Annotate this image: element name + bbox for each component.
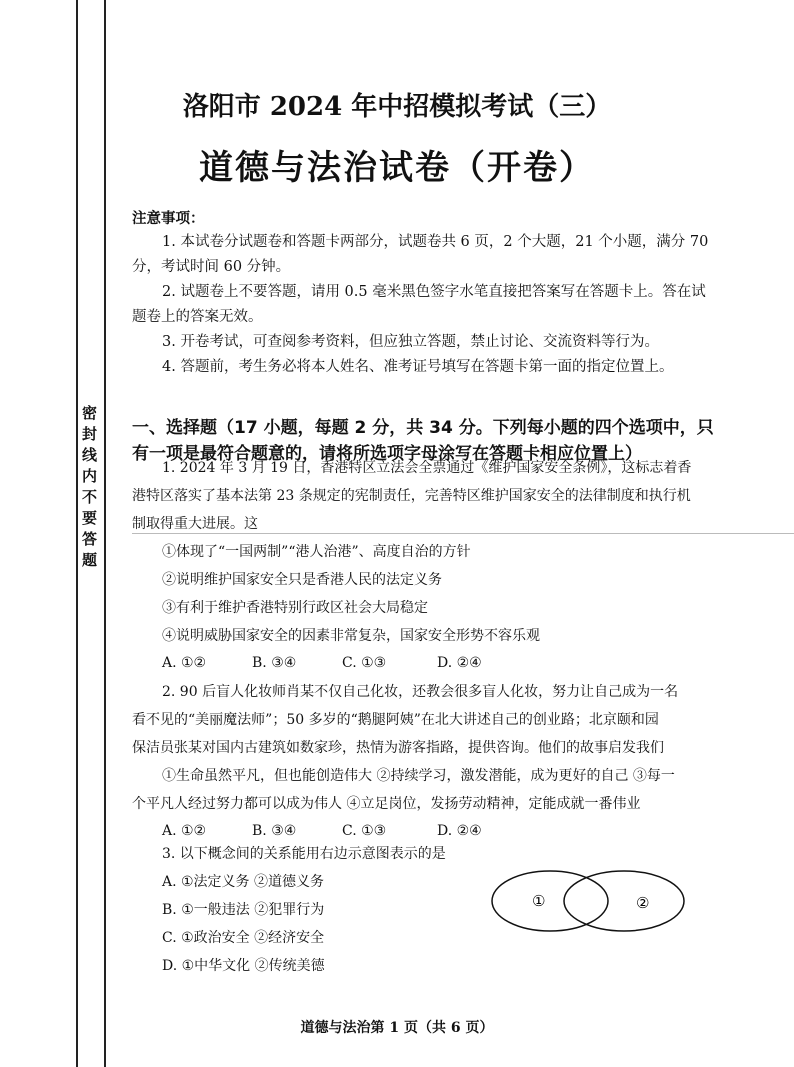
option-b: B. ③④ (252, 823, 297, 839)
question-1 (132, 454, 774, 538)
exam-title: 洛阳市 2024 年中招模拟考试（三） (182, 92, 612, 122)
option-d: D. ②④ (437, 823, 482, 839)
option-a: A. ①法定义务 ②道德义务 (162, 874, 325, 890)
venn-diagram (488, 868, 688, 934)
seal-warning-text: 密封线内不要答题 (80, 405, 98, 573)
notice-line: 分，考试时间 60 分钟。 (132, 259, 291, 275)
venn-left-ellipse (492, 871, 608, 931)
question-stem-line: 2. 90 后盲人化妆师肖某不仅自己化妆，还教会很多盲人化妆，努力让自己成为一名 (162, 684, 679, 700)
option-c: C. ①③ (342, 655, 387, 671)
question-1-items (132, 538, 774, 676)
statement-item: 个平凡人经过努力都可以成为伟人 ④立足岗位，发扬劳动精神，定能成就一番伟业 (132, 796, 641, 812)
option-b: B. ①一般违法 ②犯罪行为 (162, 902, 325, 918)
option-a: A. ①② (162, 823, 207, 839)
venn-right-ellipse (564, 871, 684, 931)
answer-options (132, 650, 774, 676)
statement-item: ①体现了“一国两制”“港人治港”、高度自治的方针 (162, 544, 471, 560)
notice-line: 1. 本试卷分试题卷和答题卡两部分，试题卷共 6 页，2 个大题，21 个小题，满分 70 (162, 234, 709, 250)
statement-item: ①生命虽然平凡，但也能创造伟大 ②持续学习，激发潜能，成为更好的自己 ③每一 (162, 768, 675, 784)
option-d: D. ①中华文化 ②传统美德 (162, 958, 325, 974)
notice-heading: 注意事项： (132, 211, 205, 227)
statement-item: ③有利于维护香港特别行政区社会大局稳定 (162, 600, 428, 616)
question-stem-line: 看不见的“美丽魔法师”；50 多岁的“鹅腿阿姨”在北大讲述自己的创业路；北京颐和园 (132, 712, 659, 728)
venn-label-2: ② (636, 894, 650, 912)
option-c: C. ①政治安全 ②经济安全 (162, 930, 325, 946)
scan-fold-line (132, 533, 794, 536)
question-stem-line: 港特区落实了基本法第 23 条规定的宪制责任，完善特区维护国家安全的法律制度和执行机 (132, 488, 691, 504)
option-d: D. ②④ (437, 655, 482, 671)
question-stem-line: 1. 2024 年 3 月 19 日，香港特区立法会全票通过《维护国家安全条例》，这标志着香 (162, 460, 692, 476)
notice-section (132, 208, 774, 380)
option-c: C. ①③ (342, 823, 387, 839)
notice-line: 2. 试题卷上不要答题，请用 0.5 毫米黑色签字水笔直接把答案写在答题卡上。答在试 (162, 284, 706, 300)
question-stem-line: 保洁员张某对国内古建筑如数家珍，热情为游客指路，提供咨询。他们的故事启发我们 (132, 740, 664, 756)
statement-item: ④说明威胁国家安全的因素非常复杂，国家安全形势不容乐观 (162, 628, 540, 644)
question-stem-line: 制取得重大进展。这 (132, 516, 258, 532)
statement-item: ②说明维护国家安全只是香港人民的法定义务 (162, 572, 442, 588)
notice-line: 题卷上的答案无效。 (132, 309, 263, 325)
section-heading-line: 一、选择题（17 小题，每题 2 分，共 34 分。下列每小题的四个选项中，只 (132, 418, 714, 438)
option-b: B. ③④ (252, 655, 297, 671)
notice-line: 3. 开卷考试，可查阅参考资料，但应独立答题，禁止讨论、交流资料等行为。 (162, 334, 659, 350)
venn-label-1: ① (532, 892, 546, 910)
question-2 (132, 678, 774, 844)
section-heading-line: 有一项是最符合题意的，请将所选项字母涂写在答题卡相应位置上） (132, 444, 642, 464)
question-stem-line: 3. 以下概念间的关系能用右边示意图表示的是 (162, 846, 446, 862)
page-footer: 道德与法治第 1 页（共 6 页） (300, 1020, 494, 1036)
notice-line: 4. 答题前，考生务必将本人姓名、准考证号填写在答题卡第一面的指定位置上。 (162, 359, 674, 375)
exam-subject-title: 道德与法治试卷（开卷） (199, 148, 595, 188)
option-a: A. ①② (162, 655, 207, 671)
